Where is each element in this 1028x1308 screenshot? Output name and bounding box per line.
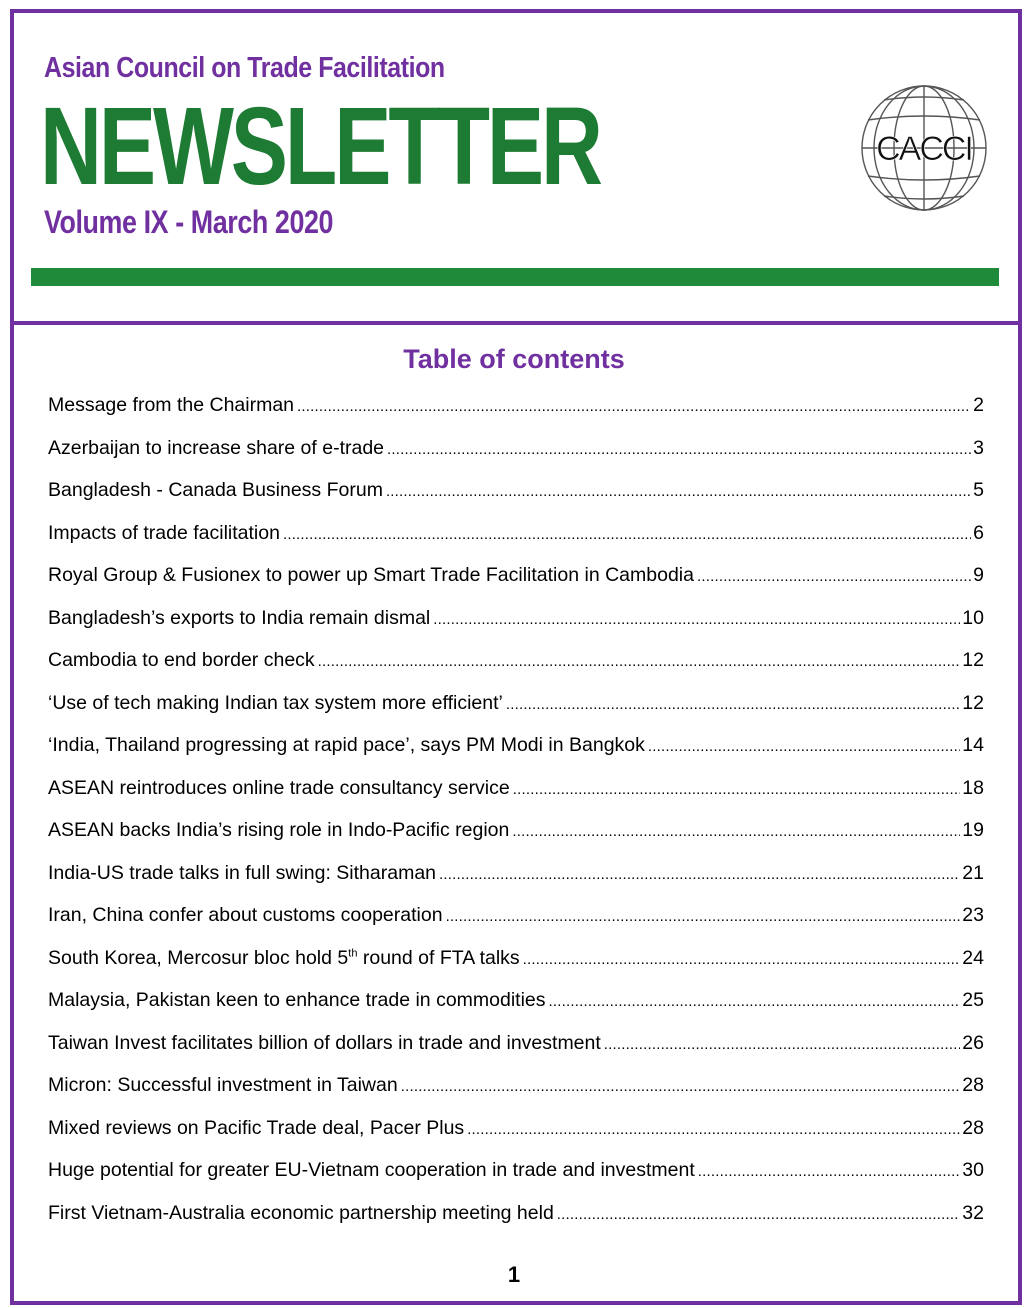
dot-leader: [439, 866, 960, 883]
page-number: 1: [507, 1262, 521, 1287]
toc-entry-title: India-US trade talks in full swing: Sitharaman: [48, 861, 437, 884]
toc-page-number: 28: [962, 1116, 984, 1139]
toc-page-number: 24: [962, 946, 984, 969]
toc-entry[interactable]: [48, 862, 984, 905]
toc-entry[interactable]: [48, 394, 984, 437]
dot-leader: [401, 1078, 961, 1095]
toc-entry[interactable]: [48, 734, 984, 777]
toc-entry-title: ‘India, Thailand progressing at rapid pace’, says PM Modi in Bangkok: [48, 734, 645, 756]
toc-entry[interactable]: [48, 564, 984, 607]
toc-page-number: 26: [962, 1031, 984, 1054]
toc-entry[interactable]: [48, 437, 984, 480]
toc-entry-title: ASEAN reintroduces online trade consultancy service: [48, 776, 510, 799]
toc-title: Table of contents: [403, 344, 625, 374]
dot-leader: [283, 526, 971, 543]
toc-page-number: 28: [962, 1074, 984, 1096]
toc-entry[interactable]: [48, 522, 984, 565]
toc-page-number: 12: [962, 691, 984, 714]
dot-leader: [513, 781, 961, 798]
toc-entry-title: Taiwan Invest facilitates billion of dollars in trade and investment: [48, 1031, 601, 1054]
toc-page-number: 5: [973, 479, 984, 501]
toc-entry-title: Royal Group & Fusionex to power up Smart Trade Facilitation in Cambodia: [48, 564, 694, 586]
toc-entry-title: Cambodia to end border check: [48, 649, 315, 671]
toc-entry-title: Iran, China confer about customs cooperation: [48, 904, 443, 926]
title-part: South Korea, Mercosur bloc hold 5: [48, 946, 349, 969]
toc-page-number: 25: [962, 989, 984, 1011]
toc-entry-title: [48, 947, 520, 970]
toc-entry[interactable]: [48, 1032, 984, 1075]
toc-entry-title: ‘Use of tech making Indian tax system more efficient’: [48, 691, 503, 714]
toc-entry[interactable]: [48, 947, 984, 990]
dot-leader: [467, 1121, 960, 1138]
toc-page-number: 19: [962, 819, 984, 841]
toc-entry-title: Malaysia, Pakistan keen to enhance trade in commodities: [48, 989, 546, 1011]
toc-page-number: 32: [962, 1201, 984, 1224]
dot-leader: [648, 738, 960, 755]
dot-leader: [297, 398, 971, 415]
toc-entry[interactable]: [48, 1117, 984, 1160]
dot-leader: [446, 908, 961, 925]
toc-page-number: 30: [962, 1159, 984, 1181]
toc-page-number: 12: [962, 649, 984, 671]
dot-leader: [523, 951, 961, 968]
table-of-contents: [48, 394, 984, 1244]
toc-page-number: 21: [962, 861, 984, 884]
dot-leader: [433, 611, 960, 628]
dot-leader: [506, 696, 960, 713]
toc-entry-title: ASEAN backs India’s rising role in Indo-Pacific region: [48, 819, 510, 841]
dot-leader: [698, 1163, 961, 1180]
toc-entry-title: Micron: Successful investment in Taiwan: [48, 1074, 398, 1096]
toc-page-number: 18: [962, 776, 984, 799]
toc-page-number: 6: [973, 521, 984, 544]
toc-entry-title: Bangladesh - Canada Business Forum: [48, 479, 383, 501]
dot-leader: [557, 1206, 961, 1223]
dot-leader: [697, 568, 971, 585]
toc-entry[interactable]: [48, 479, 984, 522]
toc-entry-title: First Vietnam-Australia economic partnership meeting held: [48, 1201, 554, 1224]
ordinal-suffix: th: [348, 947, 358, 959]
toc-page-number: 14: [962, 734, 984, 756]
toc-entry[interactable]: [48, 607, 984, 650]
toc-page-number: 10: [962, 606, 984, 629]
cacci-globe-logo: [858, 82, 990, 214]
toc-page-number: 3: [973, 436, 984, 459]
dot-leader: [512, 823, 960, 840]
toc-entry[interactable]: [48, 649, 984, 692]
toc-entry-title: Huge potential for greater EU-Vietnam cooperation in trade and investment: [48, 1159, 695, 1181]
toc-entry-title: Impacts of trade facilitation: [48, 521, 280, 544]
green-divider-bar: [31, 268, 999, 286]
toc-entry-title: Message from the Chairman: [48, 394, 295, 416]
toc-entry[interactable]: [48, 819, 984, 862]
logo-text: CACCI: [876, 130, 972, 168]
toc-entry-title: Azerbaijan to increase share of e-trade: [48, 436, 385, 459]
dot-leader: [318, 653, 961, 670]
toc-entry[interactable]: [48, 989, 984, 1032]
toc-entry[interactable]: [48, 904, 984, 947]
toc-page-number: 2: [973, 394, 984, 416]
toc-entry[interactable]: [48, 777, 984, 820]
dot-leader: [549, 993, 961, 1010]
toc-entry-title: Bangladesh’s exports to India remain dismal: [48, 606, 431, 629]
dot-leader: [387, 441, 971, 458]
dot-leader: [604, 1036, 961, 1053]
toc-entry[interactable]: [48, 1202, 984, 1245]
dot-leader: [386, 483, 971, 500]
organization-name: Asian Council on Trade Facilitation: [44, 52, 445, 84]
header-divider: [10, 321, 1022, 325]
toc-entry[interactable]: [48, 692, 984, 735]
toc-entry[interactable]: [48, 1074, 984, 1117]
newsletter-masthead: NEWSLETTER: [40, 85, 600, 208]
title-part: round of FTA talks: [357, 946, 520, 969]
toc-page-number: 9: [973, 564, 984, 586]
volume-date: Volume IX - March 2020: [44, 204, 334, 240]
toc-entry-title: Mixed reviews on Pacific Trade deal, Pacer Plus: [48, 1116, 465, 1139]
toc-entry[interactable]: [48, 1159, 984, 1202]
toc-page-number: 23: [962, 904, 984, 926]
